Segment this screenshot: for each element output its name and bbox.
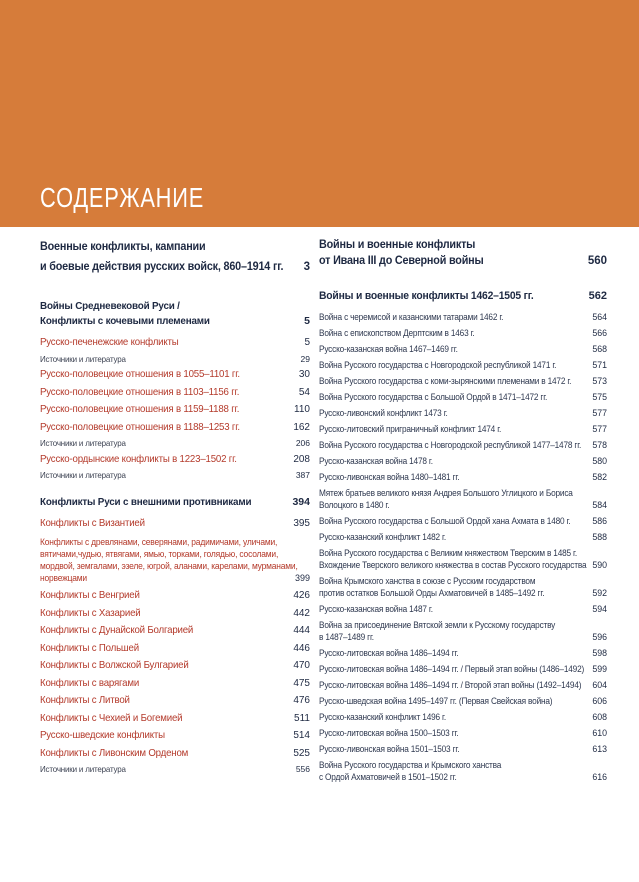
entry-page: 577 [592,408,607,418]
toc-chapter-title [40,237,310,277]
toc-entry [319,487,607,511]
entry-page: 575 [592,392,607,402]
toc-entry [319,711,607,723]
entry-text: Конфликты с Литвой [40,695,130,706]
entry-text: Военные конфликты, кампании и боевые действия русских войск, 860–1914 гг. [40,241,284,273]
entry-text: Русско-половецкие отношения в 1103–1156 гг. [40,386,240,398]
entry-page: 514 [293,730,310,741]
toc-entry [40,642,310,656]
entry-text: Конфликты Руси с внешними противниками [40,495,252,508]
entry-text: Конфликты с варягами [40,677,140,689]
toc-entry [40,712,310,726]
entry-page: 395 [293,517,310,529]
toc-entry [319,407,607,419]
toc-entry [319,647,607,659]
entry-page: 584 [592,500,607,510]
entry-page: 562 [588,290,607,302]
entry-text: Русско-казанская война 1467–1469 гг. [319,344,458,354]
entry-text: Мятеж братьев великого князя Андрея Большого Углицкого и Бориса Волоцкого в 1480 г. [319,488,573,510]
entry-page: 573 [592,376,607,386]
header-band [0,0,639,227]
entry-text: Русско-казанский конфликт 1482 г. [319,532,446,542]
entry-text: Война Русского государства с Новгородской республикой 1471 г. [319,360,557,370]
toc-entry [40,589,310,603]
entry-page: 599 [592,664,607,674]
toc-entry [40,747,310,761]
toc-source-note [40,764,310,775]
entry-page: 208 [293,453,310,465]
entry-page: 616 [592,772,607,782]
entry-page: 3 [303,261,310,273]
entry-text: Войны и военные конфликты от Ивана III до Северной войны [319,239,484,267]
entry-text: Конфликты с Волжской Булгарией [40,660,189,671]
entry-text: Война Русского государства с Великим княжеством Тверским в 1485 г. Вхождение Тверского великого княжества в состав Русского государства [319,548,587,570]
toc-entry [40,677,310,691]
entry-text: Войны и военные конфликты 1462–1505 гг. [319,290,534,302]
entry-text: Конфликты с Византией [40,517,145,529]
entry-text: Русско-казанский конфликт 1496 г. [319,712,446,722]
entry-page: 442 [293,607,310,619]
entry-page: 582 [592,472,607,482]
toc-chapter-title [319,237,607,269]
toc-left-column [40,235,310,787]
toc-source-note [40,470,310,481]
entry-text: Русско-половецкие отношения в 1188–1253 гг. [40,421,240,433]
entry-text: Конфликты с Дунайской Болгарией [40,625,194,636]
entry-text: Русско-шведская война 1495–1497 гг. (Первая Свейская война) [319,696,553,706]
entry-page: 560 [587,255,607,267]
toc-entry [319,603,607,615]
toc-entry [319,727,607,739]
entry-text: Война с черемисой и казанскими татарами 1462 г. [319,312,504,322]
toc-entry [40,694,310,708]
entry-text: Конфликты с Чехией и Богемией [40,712,183,724]
toc-entry [319,375,607,387]
entry-text: Русско-литовская война 1486–1494 гг. / Первый этап войны (1486–1492) [319,664,585,674]
entry-page: 604 [592,680,607,690]
toc-entry [319,311,607,323]
entry-page: 29 [300,353,310,364]
toc-entry [40,386,310,400]
toc-entry [319,619,607,643]
entry-page: 578 [592,440,607,450]
entry-text: Война Русского государства с Большой Ордой в 1471–1472 гг. [319,392,548,402]
toc-entry [40,607,310,621]
entry-text: Русско-литовский приграничный конфликт 1474 г. [319,424,502,434]
entry-page: 511 [294,712,310,724]
toc-entry [319,327,607,339]
entry-page: 608 [592,712,607,722]
toc-section-header [40,299,310,329]
entry-page: 610 [592,728,607,738]
entry-page: 394 [292,495,310,508]
page-title: СОДЕРЖАНИЕ [40,182,205,213]
toc-section-header [319,289,607,303]
entry-page: 566 [592,328,607,338]
entry-text: Конфликты с Венгрией [40,590,140,601]
entry-page: 590 [592,560,607,570]
entry-text: Русско-половецкие отношения в 1159–1188 гг. [40,404,240,415]
toc-entry [40,517,310,531]
entry-text: Война Русского государства и Крымского ханства с Ордой Ахматовичей в 1501–1502 гг. [319,760,502,782]
toc-body [0,227,639,787]
entry-page: 564 [592,312,607,322]
entry-text: Война Крымского ханства в союзе с Русским государством против остатков Большой Орды Ахматовичей в 1485–1492 гг. [319,576,545,598]
entry-page: 206 [295,438,310,448]
entry-page: 476 [293,695,310,706]
toc-entry [40,659,310,673]
entry-page: 613 [592,744,607,754]
entry-text: Русско-шведские конфликты [40,730,165,741]
entry-page: 556 [295,764,310,774]
toc-entry [319,359,607,371]
entry-page: 596 [592,632,607,642]
entry-page: 444 [293,625,310,636]
toc-entry [319,531,607,543]
toc-entry [319,575,607,599]
entry-page: 606 [592,696,607,706]
toc-entry [40,403,310,417]
entry-page: 586 [592,516,607,526]
entry-text: Источники и литература [40,470,126,480]
toc-entry [319,515,607,527]
entry-page: 162 [293,421,310,433]
entry-page: 446 [293,642,310,654]
entry-page: 30 [298,369,310,380]
entry-page: 525 [293,747,310,759]
entry-text: Русско-ливонская война 1501–1503 гг. [319,744,460,754]
toc-entry [319,695,607,707]
toc-source-note [40,354,310,365]
toc-entry [40,453,310,467]
toc-entry [40,729,310,743]
entry-text: Русско-казанская война 1478 г. [319,456,433,466]
entry-text: Война Русского государства с коми-зырянскими племенами в 1472 г. [319,376,572,386]
entry-text: Русско-ливонская война 1480–1481 гг. [319,472,460,482]
toc-source-note [40,438,310,449]
entry-page: 110 [294,404,310,415]
entry-text: Конфликты с Польшей [40,642,139,654]
entry-page: 588 [592,532,607,542]
entry-text: Войны Средневековой Руси / Конфликты с кочевыми племенами [40,300,210,327]
toc-entry [40,624,310,638]
toc-entry [40,368,310,382]
entry-page: 470 [293,660,310,671]
toc-entry [319,663,607,675]
entry-page: 5 [304,315,310,327]
entry-page: 592 [592,588,607,598]
toc-entry [319,455,607,467]
entry-page: 54 [298,386,310,398]
entry-page: 580 [592,456,607,466]
toc-entry [319,759,607,783]
entry-text: Война с епископством Дерптским в 1463 г. [319,328,475,338]
toc-entry [319,743,607,755]
entry-text: Источники и литература [40,764,126,774]
entry-text: Война за присоединение Вятской земли к Русскому государству в 1487–1489 гг. [319,620,556,642]
entry-page: 598 [592,648,607,658]
entry-page: 5 [304,337,310,348]
entry-text: Русско-литовская война 1486–1494 гг. / Второй этап войны (1492–1494) [319,680,582,690]
toc-section-header [40,495,310,510]
entry-text: Русско-казанская война 1487 г. [319,604,433,614]
entry-page: 475 [293,677,310,689]
entry-page: 426 [293,590,310,601]
toc-entry [40,421,310,435]
entry-page: 594 [592,604,607,614]
entry-text: Русско-ордынские конфликты в 1223–1502 гг. [40,453,237,465]
toc-entry [319,439,607,451]
entry-text: Конфликты с древлянами, северянами, радимичами, уличами, вятичами,чудью, ятвягами, ямью, торками, голядью, сосолами, мордвой, земгалами, эзеле, югрой, аланами, карелами, мурманами, норвежцами [40,537,298,583]
toc-entry [319,391,607,403]
entry-text: Русско-ливонский конфликт 1473 г. [319,408,448,418]
toc-right-column [319,235,607,787]
entry-text: Источники и литература [40,353,126,364]
entry-text: Русско-половецкие отношения в 1055–1101 гг. [40,369,240,380]
toc-entry [40,336,310,350]
toc-entry [319,547,607,571]
entry-text: Война Русского государства с Большой Ордой хана Ахмата в 1480 г. [319,516,571,526]
entry-text: Русско-литовская война 1500–1503 гг. [319,728,459,738]
entry-page: 577 [592,424,607,434]
toc-entry [319,679,607,691]
entry-page: 399 [294,573,310,583]
toc-entry [319,471,607,483]
entry-page: 568 [592,344,607,354]
toc-entry [319,423,607,435]
entry-text: Русско-печенежские конфликты [40,337,179,348]
entry-page: 387 [295,470,310,480]
entry-text: Конфликты с Ливонским Орденом [40,747,189,759]
entry-text: Источники и литература [40,438,126,448]
entry-text: Конфликты с Хазарией [40,607,141,619]
entry-text: Война Русского государства с Новгородской республикой 1477–1478 гг. [319,440,582,450]
entry-page: 571 [592,360,607,370]
toc-entry [319,343,607,355]
entry-text: Русско-литовская война 1486–1494 гг. [319,648,459,658]
toc-entry [40,536,310,584]
